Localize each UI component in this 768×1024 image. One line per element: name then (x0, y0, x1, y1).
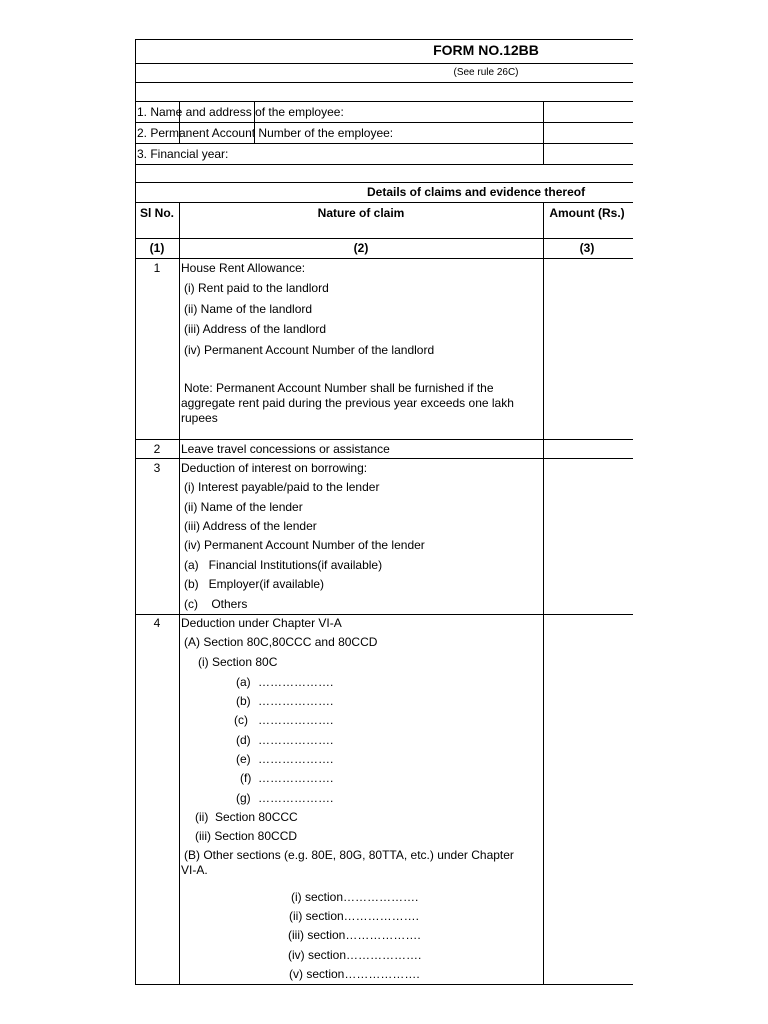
other-section-line: (i) section………………. (291, 890, 419, 904)
sub-letter: (b) (236, 694, 251, 708)
rule-line (135, 258, 633, 259)
dotted-blank: ………………. (258, 694, 334, 708)
dotted-blank: ………………. (258, 675, 334, 689)
rule-line (135, 984, 633, 985)
rule-line (135, 82, 633, 83)
dotted-blank: ………………. (258, 791, 334, 805)
hra-note: Note: Permanent Account Number shall be furnished if the aggregate rent paid during the previous year exceeds one lakh rupees (181, 381, 514, 425)
financial-year-label: 3. Financial year: (137, 147, 229, 161)
claim-item: (ii) Name of the landlord (184, 302, 313, 316)
claim-item: (i) Interest payable/paid to the lender (184, 480, 380, 494)
rule-line (135, 164, 633, 165)
claim-item: (iii) Address of the landlord (184, 322, 327, 336)
other-section-line: (iii) section………………. (288, 928, 421, 942)
claim-item: (iii) Address of the lender (184, 519, 317, 533)
rule-line (135, 39, 136, 985)
header-amount: Amount (Rs.) (549, 206, 625, 220)
header-nature-of-claim: Nature of claim (317, 206, 405, 220)
col-number-2: (2) (353, 241, 369, 255)
section-80c-label: (i) Section 80C (198, 655, 278, 669)
claim-item: (a) Financial Institutions(if available) (184, 558, 383, 572)
other-section-line: (ii) section………………. (289, 909, 420, 923)
employee-name-label: 1. Name and address of the employee: (137, 105, 344, 119)
sl-no: 1 (153, 261, 161, 275)
dotted-blank: ………………. (258, 752, 334, 766)
form-rule-reference: (See rule 26C) (453, 67, 519, 78)
claim-item: (i) Rent paid to the landlord (184, 281, 329, 295)
section-b-heading: (B) Other sections (e.g. 80E, 80G, 80TTA, etc.) under Chapter VI-A. (181, 848, 514, 877)
sub-letter: (c) (234, 713, 248, 727)
rule-line (135, 439, 633, 440)
details-heading: Details of claims and evidence thereof (367, 185, 586, 199)
other-section-line: (v) section………………. (289, 967, 420, 981)
rule-line (135, 63, 633, 64)
sub-letter: (d) (236, 733, 251, 747)
claim-item: (b) Employer(if available) (184, 577, 325, 591)
rule-line (135, 101, 633, 102)
rule-line (135, 143, 633, 144)
claim-item: (c) Others (184, 597, 248, 611)
claim-item: (iv) Permanent Account Number of the lender (184, 538, 425, 552)
header-sl-no: Sl No. (139, 206, 175, 220)
rule-line (135, 182, 633, 183)
claim-title: Deduction of interest on borrowing: (181, 461, 368, 475)
claim-item: (ii) Name of the lender (184, 500, 303, 514)
sl-no: 4 (153, 616, 161, 630)
sl-no: 2 (153, 442, 161, 456)
section-80ccc-label: (ii) Section 80CCC (195, 810, 298, 824)
dotted-blank: ………………. (258, 733, 334, 747)
rule-line (135, 458, 633, 459)
claim-item: (iv) Permanent Account Number of the landlord (184, 343, 435, 357)
rule-line (135, 238, 633, 239)
form-title: FORM NO.12BB (433, 42, 539, 58)
employee-pan-label: 2. Permanent Account Number of the employee: (137, 126, 394, 140)
section-80ccd-label: (iii) Section 80CCD (195, 829, 298, 843)
dotted-blank: ………………. (258, 713, 334, 727)
other-section-line: (iv) section………………. (288, 948, 422, 962)
col-number-1: (1) (149, 241, 165, 255)
rule-line (135, 202, 633, 203)
sub-letter: (a) (236, 675, 251, 689)
rule-line (135, 614, 633, 615)
rule-line (543, 202, 544, 984)
sl-no: 3 (153, 461, 161, 475)
sub-letter: (f) (240, 771, 252, 785)
claim-title: House Rent Allowance: (181, 261, 306, 275)
section-a-heading: (A) Section 80C,80CCC and 80CCD (184, 635, 378, 649)
sub-letter: (g) (236, 791, 251, 805)
claim-title: Deduction under Chapter VI-A (181, 616, 342, 630)
rule-line (179, 202, 180, 984)
claim-title: Leave travel concessions or assistance (181, 442, 390, 456)
dotted-blank: ………………. (258, 771, 334, 785)
rule-line (135, 122, 633, 123)
rule-line (135, 39, 633, 40)
sub-letter: (e) (236, 752, 251, 766)
col-number-3: (3) (579, 241, 595, 255)
rule-line (543, 101, 544, 164)
